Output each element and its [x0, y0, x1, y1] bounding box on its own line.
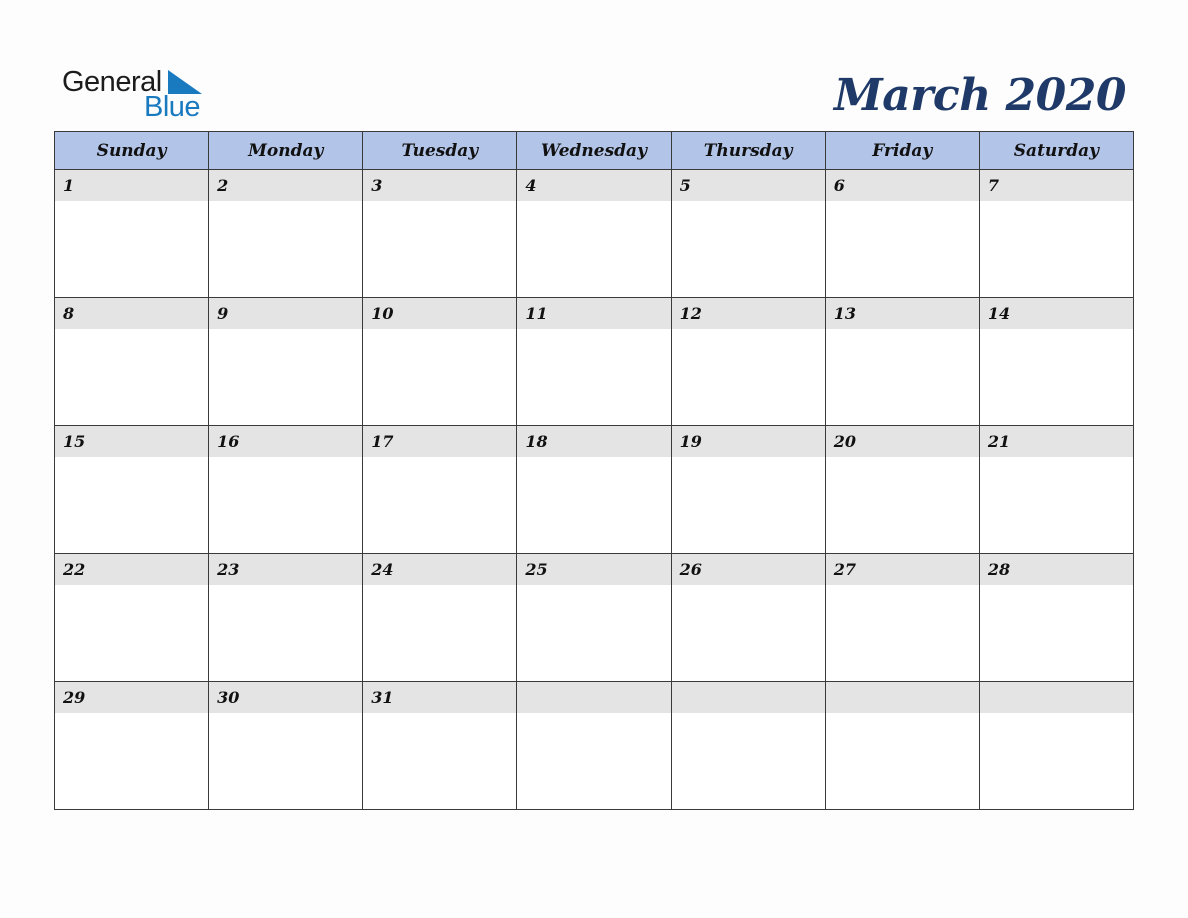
day-number: 14 [987, 304, 1011, 323]
day-cell[interactable] [980, 682, 1134, 810]
day-cell-header [363, 554, 516, 585]
day-number: 16 [217, 432, 240, 451]
day-number: 9 [217, 304, 229, 323]
day-cell-header [826, 426, 979, 457]
day-cell[interactable] [980, 554, 1134, 682]
day-cell[interactable] [980, 426, 1134, 554]
day-cell-header [517, 170, 670, 201]
day-number: 26 [679, 560, 702, 579]
day-cell-header [672, 682, 825, 713]
calendar-grid [54, 131, 1134, 810]
day-cell-header [826, 298, 979, 329]
day-cell[interactable] [826, 170, 980, 298]
weekday-header-sunday: Sunday [55, 132, 209, 170]
calendar-title: March 2020 [834, 70, 1126, 121]
day-number: 23 [217, 560, 240, 579]
day-cell[interactable] [826, 426, 980, 554]
day-cell-header [363, 426, 516, 457]
day-number: 22 [63, 560, 86, 579]
day-cell-header [672, 554, 825, 585]
day-number: 29 [63, 688, 86, 707]
day-cell-header [980, 170, 1133, 201]
day-cell[interactable] [672, 426, 826, 554]
day-cell[interactable] [209, 682, 363, 810]
day-cell[interactable] [672, 554, 826, 682]
day-cell[interactable] [672, 170, 826, 298]
day-cell-header [55, 554, 208, 585]
day-cell-header [209, 426, 362, 457]
day-cell[interactable] [209, 554, 363, 682]
day-cell[interactable] [363, 682, 517, 810]
day-cell[interactable] [209, 426, 363, 554]
day-number: 20 [833, 432, 856, 451]
day-cell-header [517, 298, 670, 329]
weekday-header-saturday: Saturday [980, 132, 1134, 170]
day-cell-header [209, 682, 362, 713]
day-cell[interactable] [55, 682, 209, 810]
day-cell-header [980, 554, 1133, 585]
day-number: 7 [987, 176, 999, 195]
day-cell-header [517, 426, 670, 457]
day-cell[interactable] [209, 170, 363, 298]
day-number: 17 [371, 432, 394, 451]
day-number: 27 [833, 560, 856, 579]
day-cell[interactable] [980, 170, 1134, 298]
day-cell[interactable] [209, 298, 363, 426]
day-cell-header [980, 298, 1133, 329]
day-cell-header [980, 682, 1133, 713]
day-cell[interactable] [55, 426, 209, 554]
day-cell-header [672, 426, 825, 457]
day-number: 1 [63, 176, 75, 195]
day-cell[interactable] [826, 554, 980, 682]
logo-text-blue: Blue [144, 91, 201, 123]
day-cell[interactable] [517, 298, 671, 426]
day-cell-header [55, 682, 208, 713]
day-number: 12 [679, 304, 702, 323]
day-cell-header [55, 170, 208, 201]
day-number: 10 [371, 304, 394, 323]
day-cell-header [363, 682, 516, 713]
day-cell[interactable] [672, 298, 826, 426]
day-cell[interactable] [363, 170, 517, 298]
day-cell[interactable] [55, 170, 209, 298]
logo-text-general: General [62, 66, 162, 98]
day-number: 19 [679, 432, 702, 451]
day-cell-header [980, 426, 1133, 457]
day-number: 18 [525, 432, 548, 451]
day-number: 28 [987, 560, 1011, 579]
day-cell-header [209, 554, 362, 585]
day-cell[interactable] [363, 298, 517, 426]
day-number: 4 [525, 176, 537, 195]
day-cell-header [209, 298, 362, 329]
day-cell-header [517, 682, 670, 713]
day-cell[interactable] [672, 682, 826, 810]
day-cell-header [55, 298, 208, 329]
day-cell[interactable] [363, 554, 517, 682]
brand-logo [62, 66, 212, 122]
day-cell-header [826, 170, 979, 201]
day-cell[interactable] [826, 682, 980, 810]
day-number: 21 [987, 432, 1011, 451]
day-cell[interactable] [517, 170, 671, 298]
day-cell-header [363, 298, 516, 329]
day-cell-header [363, 170, 516, 201]
day-number: 13 [833, 304, 856, 323]
day-cell[interactable] [517, 554, 671, 682]
day-number: 25 [525, 560, 548, 579]
day-number: 2 [217, 176, 229, 195]
day-number: 3 [371, 176, 383, 195]
day-number: 15 [63, 432, 86, 451]
day-cell[interactable] [55, 298, 209, 426]
weekday-header-tuesday: Tuesday [363, 132, 517, 170]
weekday-header-friday: Friday [826, 132, 980, 170]
day-number: 31 [371, 688, 394, 707]
day-cell-header [672, 170, 825, 201]
day-cell-header [826, 682, 979, 713]
day-cell[interactable] [517, 682, 671, 810]
day-number: 24 [371, 560, 394, 579]
weekday-header-thursday: Thursday [672, 132, 826, 170]
day-cell[interactable] [980, 298, 1134, 426]
day-cell[interactable] [826, 298, 980, 426]
day-cell[interactable] [55, 554, 209, 682]
day-number: 8 [63, 304, 75, 323]
weekday-header-monday: Monday [209, 132, 363, 170]
day-cell[interactable] [517, 426, 671, 554]
day-number: 5 [679, 176, 691, 195]
day-cell-header [826, 554, 979, 585]
day-cell-header [517, 554, 670, 585]
day-number: 30 [217, 688, 240, 707]
day-number: 6 [833, 176, 845, 195]
day-cell-header [672, 298, 825, 329]
weekday-header-wednesday: Wednesday [517, 132, 671, 170]
day-cell-header [209, 170, 362, 201]
day-cell-header [55, 426, 208, 457]
day-cell[interactable] [363, 426, 517, 554]
day-number: 11 [525, 304, 548, 323]
